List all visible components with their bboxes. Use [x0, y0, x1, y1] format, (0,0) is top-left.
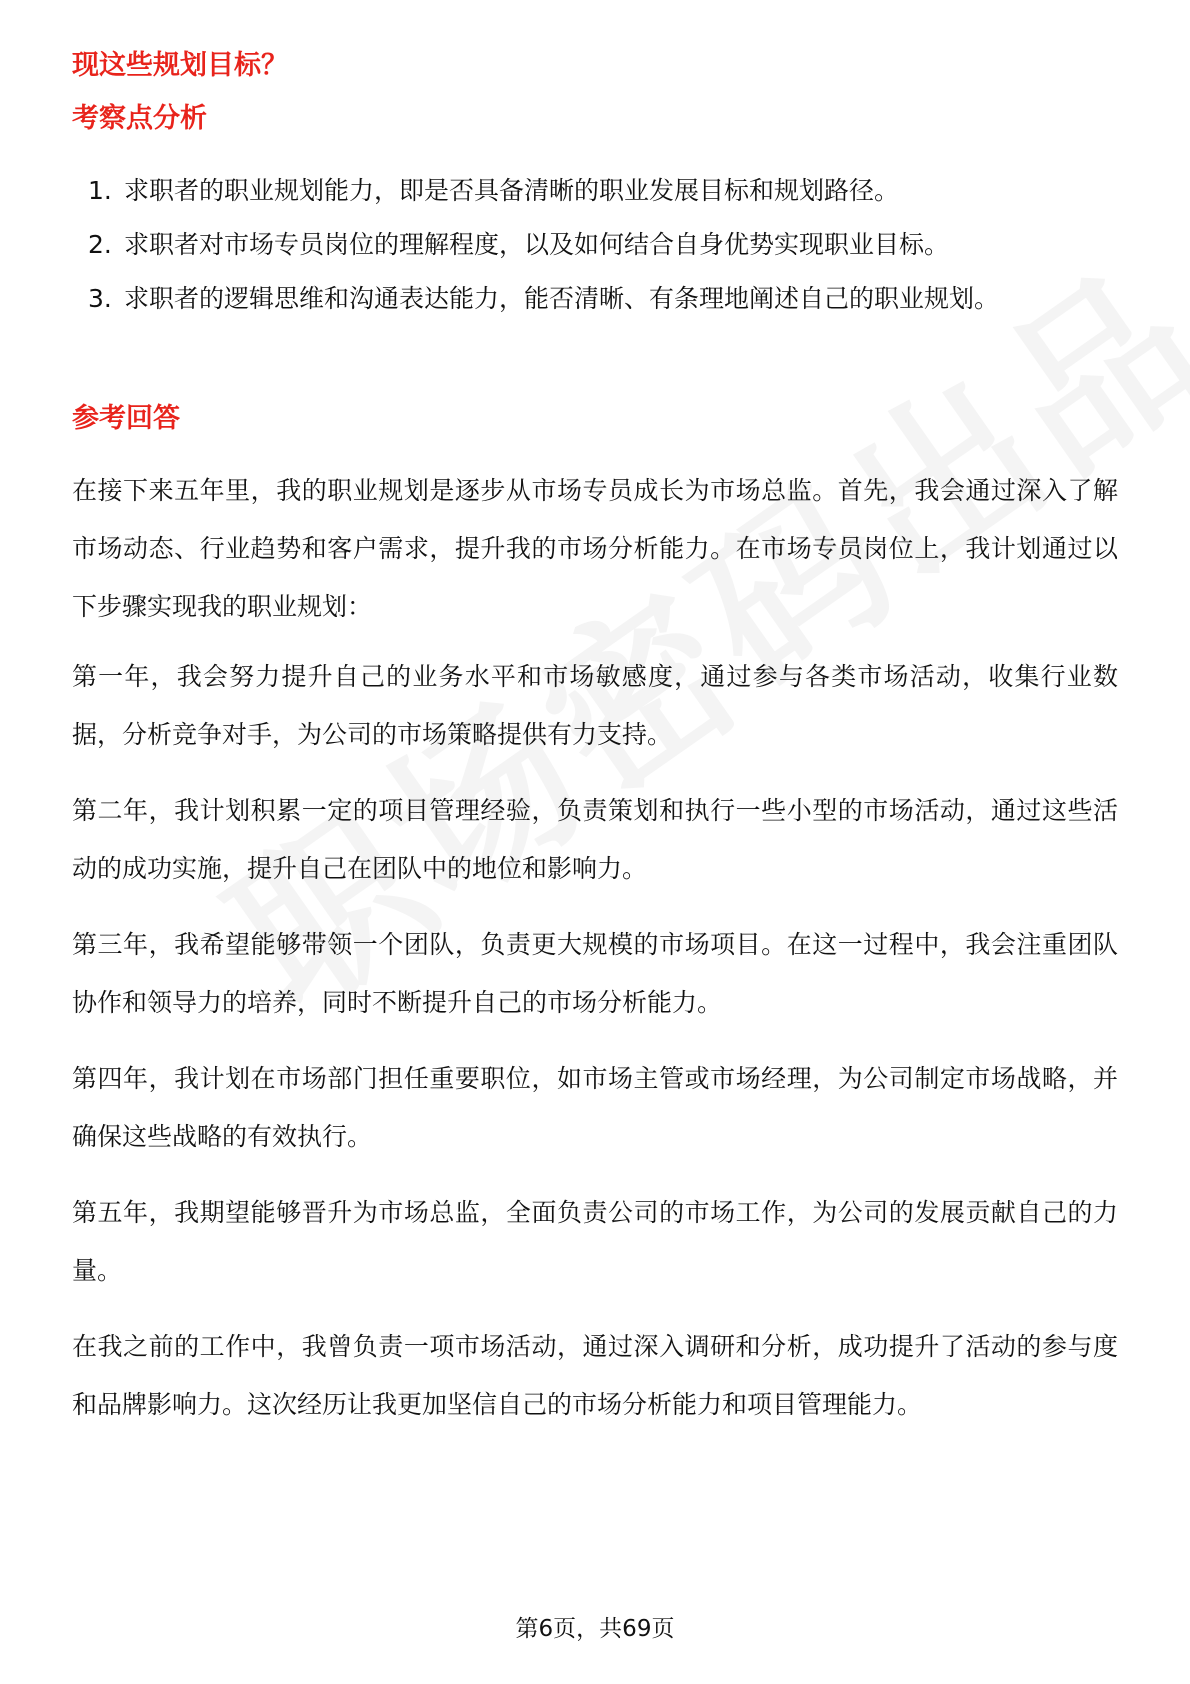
heading-continued: 现这些规划目标？: [72, 50, 288, 81]
answer-paragraph: 第五年，我期望能够晋升为市场总监，全面负责公司的市场工作，为公司的发展贡献自己的力量。: [72, 1198, 1118, 1285]
list-item: 求职者的逻辑思维和沟通表达能力，能否清晰、有条理地阐述自己的职业规划。: [124, 284, 1000, 313]
answer-paragraph: 第三年，我希望能够带领一个团队，负责更大规模的市场项目。在这一过程中，我会注重团队协作和领导力的培养，同时不断提升自己的市场分析能力。: [72, 930, 1118, 1017]
answer-paragraph: 第一年，我会努力提升自己的业务水平和市场敏感度，通过参与各类市场活动，收集行业数据，分析竞争对手，为公司的市场策略提供有力支持。: [72, 662, 1118, 749]
list-item-number: 1.: [88, 176, 112, 205]
analysis-title: 考察点分析: [72, 103, 207, 134]
answer-paragraph: 第四年，我计划在市场部门担任重要职位，如市场主管或市场经理，为公司制定市场战略，并确保这些战略的有效执行。: [72, 1064, 1118, 1151]
answer-title: 参考回答: [72, 403, 180, 434]
list-item: 求职者的职业规划能力，即是否具备清晰的职业发展目标和规划路径。: [124, 176, 900, 205]
answer-paragraph: 第二年，我计划积累一定的项目管理经验，负责策划和执行一些小型的市场活动，通过这些活动的成功实施，提升自己在团队中的地位和影响力。: [72, 796, 1118, 883]
list-item-number: 2.: [88, 230, 112, 259]
list-item-number: 3.: [88, 284, 112, 313]
answer-paragraph: 在我之前的工作中，我曾负责一项市场活动，通过深入调研和分析，成功提升了活动的参与度和品牌影响力。这次经历让我更加坚信自己的市场分析能力和项目管理能力。: [72, 1332, 1118, 1419]
list-item: 求职者对市场专员岗位的理解程度，以及如何结合自身优势实现职业目标。: [124, 230, 950, 259]
page-number: 第6页，共69页: [515, 1616, 675, 1642]
answer-paragraph: 在接下来五年里，我的职业规划是逐步从市场专员成长为市场总监。首先，我会通过深入了解市场动态、行业趋势和客户需求，提升我的市场分析能力。在市场专员岗位上，我计划通过以下步骤实现我的职业规划：: [72, 476, 1118, 621]
